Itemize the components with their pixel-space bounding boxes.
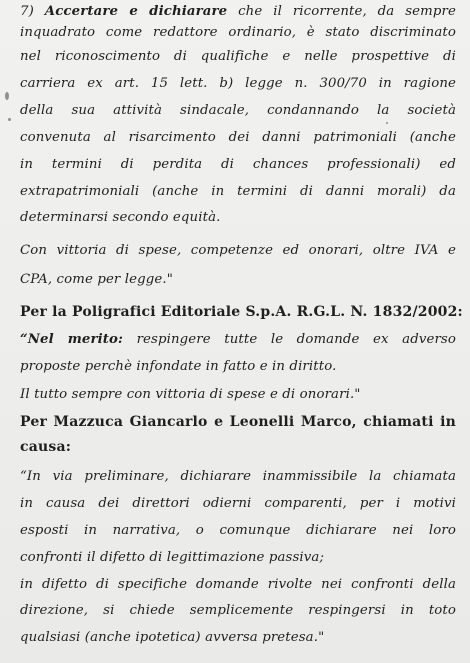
mazzuca-line-6: direzione, si chiede semplicemente respingersi in toto [20, 603, 456, 618]
item7-line-2: inquadrato come redattore ordinario, è stato discriminato [20, 25, 456, 40]
item7-line-5: della sua attività sindacale, condannando la società [20, 103, 456, 118]
item7-line-1 [20, 2, 456, 22]
mazzuca-line-3: esposti in narrativa, o comunque dichiarare nei loro [20, 523, 456, 538]
scan-speck [5, 92, 9, 100]
item7-number: 7) [20, 4, 34, 19]
mazzuca-line-7: qualsiasi (anche ipotetica) avversa pretesa." [20, 630, 325, 645]
item7-line-4: carriera ex art. 15 lett. b) legge n. 300/70 in ragione [20, 76, 456, 91]
item7-line-6: convenuta al risarcimento dei danni patrimoniali (anche [20, 130, 456, 145]
item7-line-8: extrapatrimoniali (anche in termini di danni morali) da [20, 184, 456, 199]
mazzuca-header-line-2: causa: [20, 439, 72, 455]
item7-line1-rest: che il ricorrente, da sempre [238, 4, 456, 19]
poligrafici-line-3: Il tutto sempre con vittoria di spese e di onorari." [20, 387, 361, 402]
mazzuca-header-line-1: Per Mazzuca Giancarlo e Leonelli Marco, chiamati in [20, 414, 456, 430]
item7-line-9: determinarsi secondo equità. [20, 210, 221, 225]
scan-speck [8, 118, 11, 121]
spese-line-1: Con vittoria di spese, competenze ed onorari, oltre IVA e [20, 243, 456, 258]
poligrafici-line-2: proposte perchè infondate in fatto e in diritto. [20, 359, 337, 374]
mazzuca-line-2: in causa dei direttori odierni comparenti, per i motivi [20, 496, 456, 511]
item7-heading: Accertare e dichiarare [44, 4, 228, 19]
poligrafici-header: Per la Poligrafici Editoriale S.p.A. R.G.L. N. 1832/2002: [20, 304, 463, 320]
mazzuca-line-5: in difetto di specifiche domande rivolte nei confronti della [20, 577, 456, 592]
item7-line-7: in termini di perdita di chances professionali) ed [20, 157, 456, 172]
nel-merito-label: “Nel merito: [20, 332, 124, 347]
item7-line-3: nel riconoscimento di qualifiche e nelle prospettive di [20, 49, 456, 64]
spese-line-2: CPA, come per legge." [20, 272, 173, 287]
mazzuca-line-1: “In via preliminare, dichiarare inammissibile la chiamata [20, 469, 456, 484]
poligrafici-line-1 [20, 330, 456, 350]
scan-speck [386, 122, 388, 124]
mazzuca-line-4: confronti il difetto di legittimazione passiva; [20, 550, 325, 565]
poligrafici-line1-rest: respingere tutte le domande ex adverso [136, 332, 456, 347]
